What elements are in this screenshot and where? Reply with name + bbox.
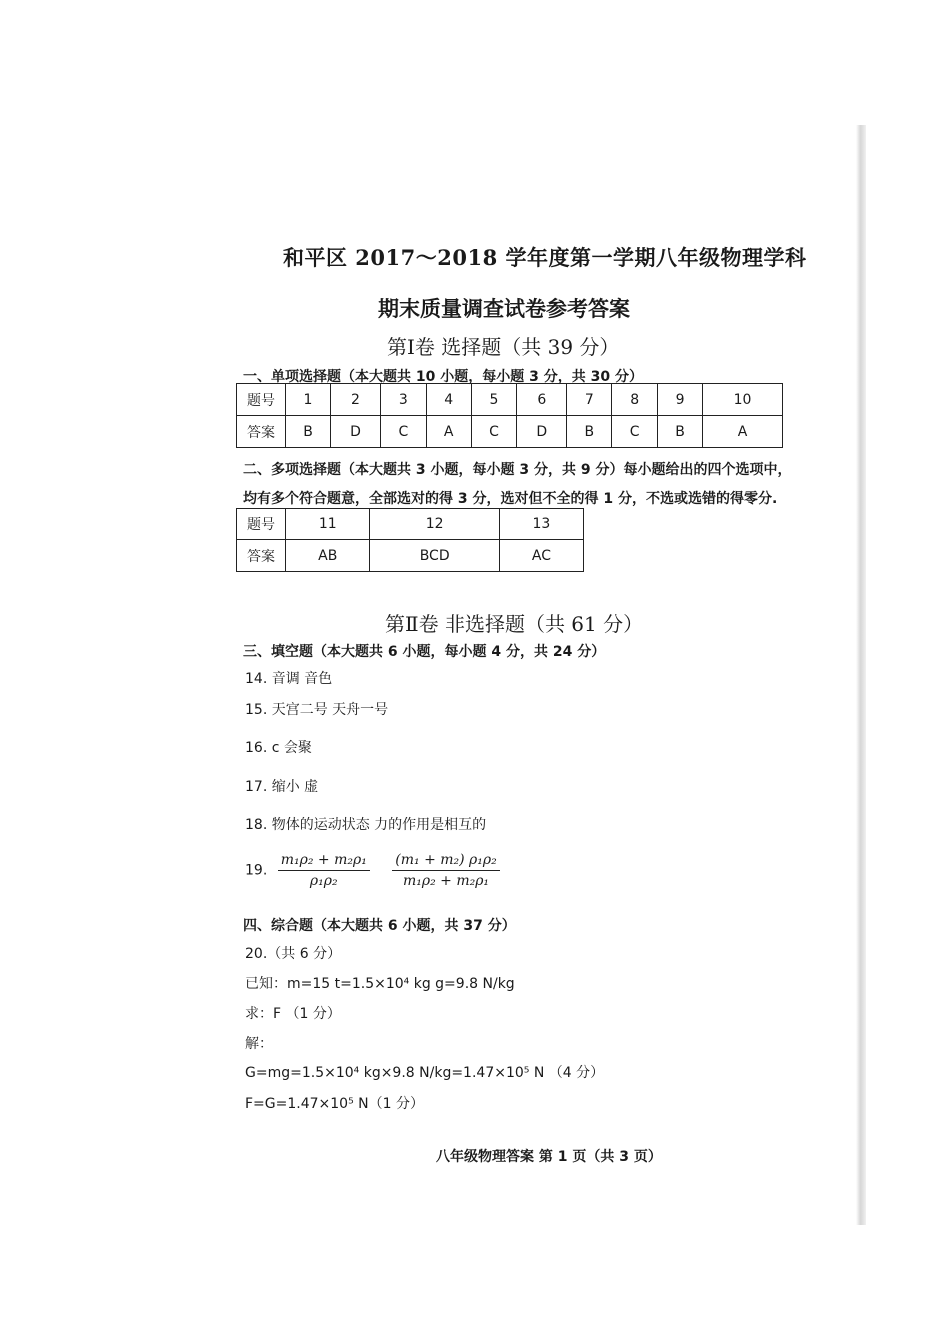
row-label: 答案	[237, 540, 286, 572]
fraction-denominator: m₁ρ₂ + m₂ρ₁	[402, 873, 490, 889]
answer-cell: B	[286, 416, 331, 448]
answer-cell: D	[331, 416, 381, 448]
q20-known: 已知：m=15 t=1.5×10⁴ kg g=9.8 N/kg	[245, 976, 515, 992]
q20-ask: 求：F （1 分）	[245, 1006, 341, 1022]
single-choice-table	[236, 383, 783, 448]
question-number: 2	[331, 384, 381, 416]
answer-cell: C	[471, 416, 517, 448]
row-label: 题号	[237, 384, 286, 416]
answer-cell: B	[567, 416, 612, 448]
fraction-numerator: (m₁ + m₂) ρ₁ρ₂	[392, 852, 499, 871]
table-row	[237, 540, 584, 572]
table-row	[237, 384, 783, 416]
answer-cell: A	[703, 416, 783, 448]
q20-solve: 解：	[245, 1036, 273, 1052]
answer-q19	[245, 852, 500, 889]
question-number: 13	[499, 509, 583, 540]
question-number: 6	[517, 384, 567, 416]
document-subtitle: 期末质量调查试卷参考答案	[378, 296, 630, 321]
answer-q17: 17. 缩小 虚	[245, 779, 319, 795]
table-row	[237, 416, 783, 448]
q20-step1: G=mg=1.5×10⁴ kg×9.8 N/kg=1.47×10⁵ N （4 分）	[245, 1065, 605, 1081]
table-row	[237, 509, 584, 540]
answer-q16: 16. c 会聚	[245, 740, 312, 756]
question-number: 5	[471, 384, 517, 416]
fill-blank-heading: 三、填空题（本大题共 6 小题，每小题 4 分，共 24 分）	[243, 644, 606, 660]
q19-fraction-1	[278, 852, 370, 889]
question-number: 4	[426, 384, 471, 416]
fraction-numerator: m₁ρ₂ + m₂ρ₁	[278, 852, 370, 871]
q20-step2: F=G=1.47×10⁵ N（1 分）	[245, 1096, 424, 1112]
part1-title: 第Ⅰ卷 选择题（共 39 分）	[387, 335, 620, 359]
multi-choice-heading-line2: 均有多个符合题意，全部选对的得 3 分，选对但不全的得 1 分，不选或选错的得零分.	[243, 491, 778, 507]
fraction-denominator: ρ₁ρ₂	[309, 873, 338, 889]
answer-cell: B	[658, 416, 703, 448]
multi-choice-heading-line1: 二、多项选择题（本大题共 3 小题，每小题 3 分，共 9 分）每小题给出的四个选项中，	[243, 462, 792, 478]
q20-title: 20.（共 6 分）	[245, 946, 342, 962]
question-number: 10	[703, 384, 783, 416]
answer-cell: BCD	[370, 540, 499, 572]
answer-q15: 15. 天宫二号 天舟一号	[245, 702, 389, 718]
question-number: 3	[380, 384, 426, 416]
answer-cell: D	[517, 416, 567, 448]
answer-q18: 18. 物体的运动状态 力的作用是相互的	[245, 817, 487, 833]
q19-fraction-2	[392, 852, 499, 889]
multi-choice-table	[236, 508, 584, 572]
document-title: 和平区 2017～2018 学年度第一学期八年级物理学科	[283, 245, 807, 270]
question-number: 8	[612, 384, 658, 416]
single-choice-heading: 一、单项选择题（本大题共 10 小题，每小题 3 分，共 30 分）	[243, 369, 643, 385]
answer-cell: A	[426, 416, 471, 448]
page-footer: 八年级物理答案 第 1 页（共 3 页）	[436, 1149, 662, 1165]
row-label: 题号	[237, 509, 286, 540]
answer-cell: C	[612, 416, 658, 448]
question-number: 7	[567, 384, 612, 416]
row-label: 答案	[237, 416, 286, 448]
answer-cell: C	[380, 416, 426, 448]
question-number: 12	[370, 509, 499, 540]
answer-q14: 14. 音调 音色	[245, 671, 333, 687]
q19-label: 19.	[245, 862, 268, 879]
comprehensive-heading: 四、综合题（本大题共 6 小题，共 37 分）	[243, 918, 516, 934]
answer-cell: AB	[286, 540, 370, 572]
question-number: 1	[286, 384, 331, 416]
part2-title: 第Ⅱ卷 非选择题（共 61 分）	[385, 612, 644, 636]
answer-cell: AC	[499, 540, 583, 572]
question-number: 9	[658, 384, 703, 416]
question-number: 11	[286, 509, 370, 540]
